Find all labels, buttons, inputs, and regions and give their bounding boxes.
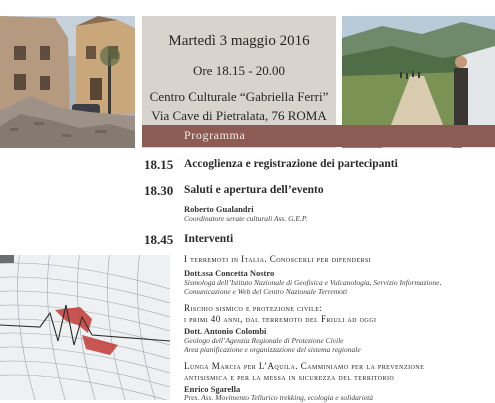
programma-title: Programma [184, 128, 246, 142]
role-colombi-line2: Area pianificazione e organizzazione del sistema regionale [184, 345, 361, 354]
earthquake-ruins-photo [0, 16, 135, 148]
time-1830: 18.30 [144, 183, 174, 198]
talk-3-title-line1: Lunga Marcia per L’Aquila. Camminiamo per la prevenzione [184, 361, 425, 371]
time-1815: 18.15 [144, 157, 174, 172]
speaker-sgarella: Enrico Sgarella [184, 384, 241, 394]
time-1845: 18.45 [144, 232, 174, 247]
talk-2-title-line1: Rischio sismico e protezione civile: [184, 303, 323, 313]
role-colombi-line1: Geologo dell’Agenzia Regionale di Protezione Civile [184, 336, 344, 345]
programma-header-band [142, 125, 495, 147]
talk-1-title: I terremoti in Italia. Conoscerli per difendersi [184, 254, 372, 264]
role-nostro-line1: Sismologa dell’Istituto Nazionale di Geofisica e Vulcanologia, Servizio Informazione, [184, 278, 442, 287]
role-nostro-line2: Comunicazione e Web del Centro Nazionale Terremoti [184, 287, 348, 296]
talk-2-title-line2: i primi 40 anni, dal terremoto del Friuli ad oggi [184, 314, 377, 324]
event-time: Ore 18.15 - 20.00 [192, 63, 286, 78]
speaker-colombi: Dott. Antonio Colombi [184, 326, 267, 336]
event-date: Martedì 3 maggio 2016 [168, 33, 310, 49]
talk-3-title-line2: antisismica e per la messa in sicurezza del territorio [184, 372, 395, 382]
role-gualandri: Coordinatore serate culturali Ass. G.E.P. [184, 214, 308, 223]
venue-address: Via Cave di Pietralata, 76 ROMA [151, 108, 327, 123]
item-greetings: Saluti e apertura dell’evento [184, 184, 324, 196]
item-interventi: Interventi [184, 233, 234, 245]
venue-name: Centro Culturale “Gabriella Ferri” [149, 89, 329, 104]
seismograph-photo [0, 255, 170, 400]
item-welcome: Accoglienza e registrazione dei partecipanti [184, 158, 398, 170]
speaker-nostro: Dott.ssa Concetta Nostro [184, 268, 275, 278]
speaker-gualandri: Roberto Gualandri [184, 204, 254, 214]
role-sgarella: Pres. Ass. Movimento Tellurico trekking, ecologia e solidarietà [184, 393, 374, 402]
